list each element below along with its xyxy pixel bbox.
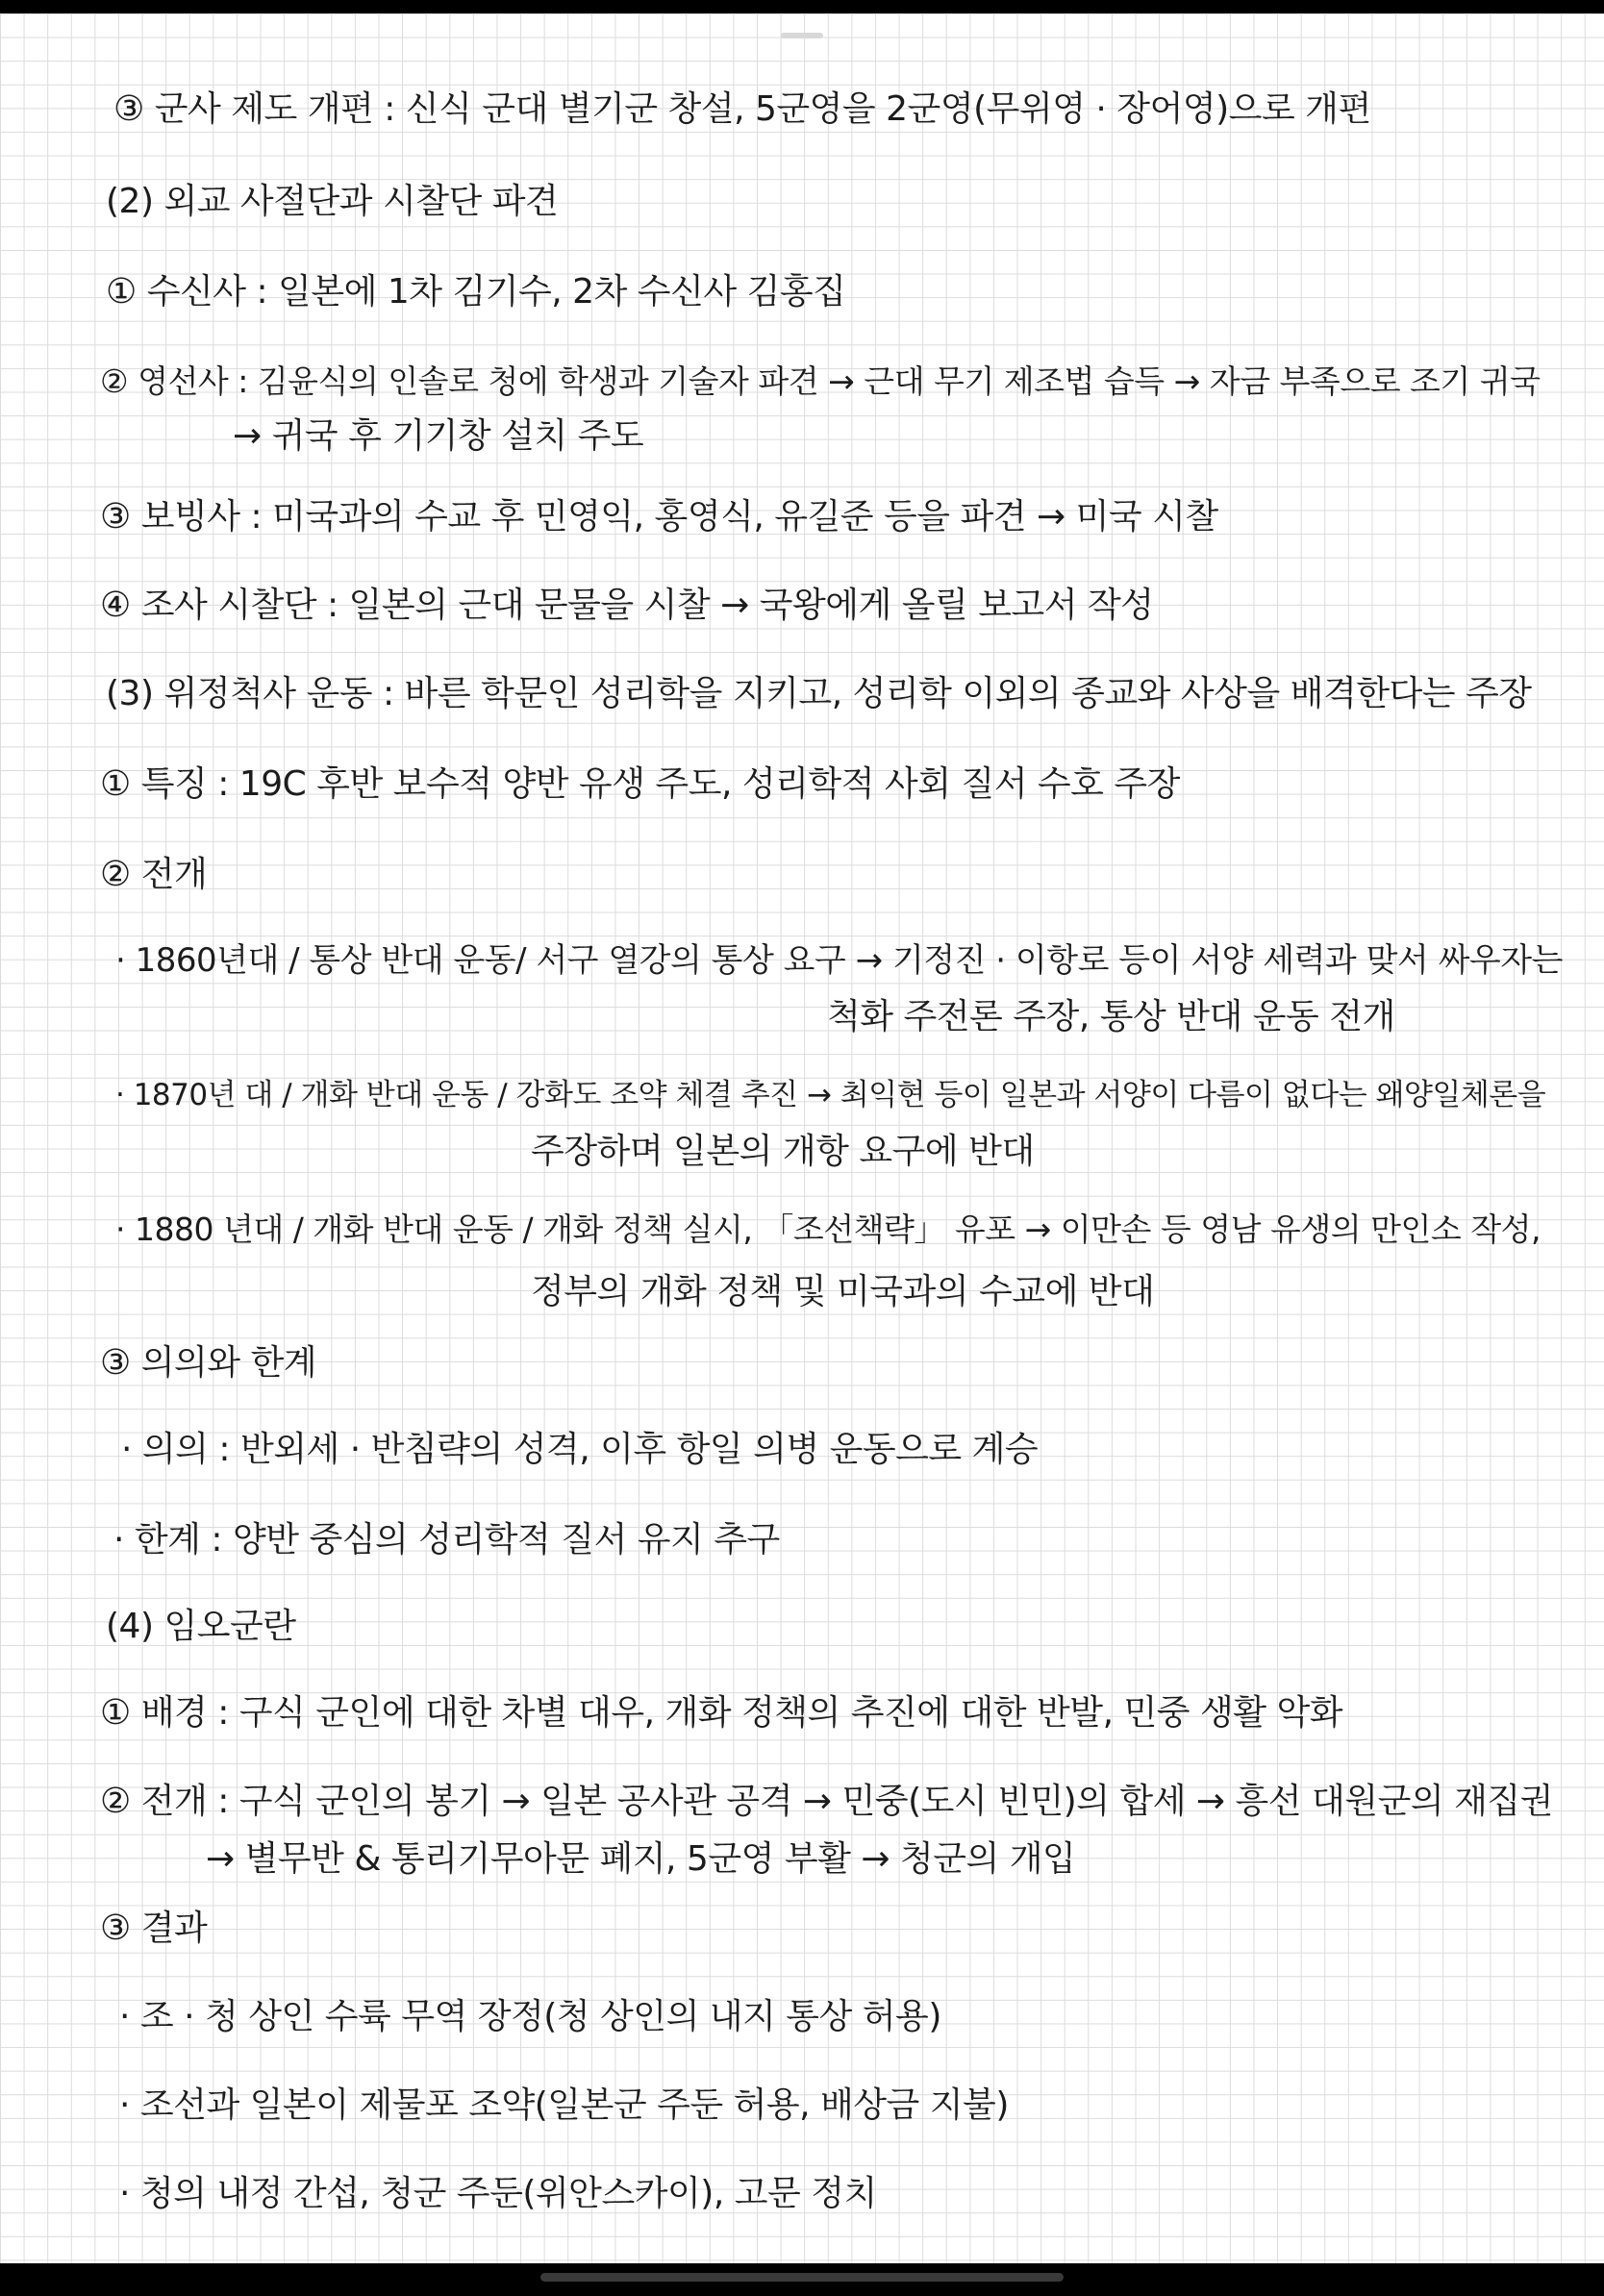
note-line: · 1860년대 / 통상 반대 운동/ 서구 열강의 통상 요구 → 기정진 · 이항로 등이 서양 세력과 맞서 싸우자는 (115, 941, 1563, 980)
note-line: ① 특징 : 19C 후반 보수적 양반 유생 주도, 성리학적 사회 질서 수호 주장 (100, 764, 1180, 804)
note-line: · 청의 내정 간섭, 청군 주둔(위안스카이), 고문 정치 (119, 2174, 877, 2213)
note-line: → 별무반 & 통리기무아문 폐지, 5군영 부활 → 청군의 개입 (206, 1839, 1076, 1879)
note-line: ④ 조사 시찰단 : 일본의 근대 문물을 시찰 → 국왕에게 올릴 보고서 작성 (100, 586, 1154, 625)
note-line: ③ 의의와 한계 (100, 1343, 317, 1383)
note-line: 척화 주전론 주장, 통상 반대 운동 전개 (827, 997, 1395, 1036)
note-line: ① 수신사 : 일본에 1차 김기수, 2차 수신사 김홍집 (106, 272, 846, 312)
section-heading: (4) 임오군란 (106, 1607, 296, 1646)
section-heading: (3) 위정척사 운동 : 바른 학문인 성리학을 지키고, 성리학 이외의 종교와 사상을 배격한다는 주장 (106, 674, 1532, 713)
note-line: · 1870년 대 / 개화 반대 운동 / 강화도 조약 체결 추진 → 최익현 등이 일본과 서양이 다름이 없다는 왜양일체론을 (115, 1078, 1546, 1112)
note-line: ② 영선사 : 김윤식의 인솔로 청에 학생과 기술자 파견 → 근대 무기 제조법 습득 → 자금 부족으로 조기 귀국 (100, 362, 1541, 400)
section-heading: (2) 외교 사절단과 시찰단 파견 (106, 182, 559, 221)
note-line: · 1880 년대 / 개화 반대 운동 / 개화 정책 실시, 「조선책략」 유포 → 이만손 등 영남 유생의 만인소 작성, (115, 1210, 1541, 1248)
note-line: 정부의 개화 정책 및 미국과의 수교에 반대 (531, 1272, 1155, 1311)
note-line: ③ 보빙사 : 미국과의 수교 후 민영익, 홍영식, 유길준 등을 파견 → 미국 시찰 (100, 497, 1218, 537)
note-line: ② 전개 (100, 855, 208, 894)
note-line: · 조선과 일본이 제물포 조약(일본군 주둔 허용, 배상금 지불) (119, 2085, 1009, 2125)
note-page (0, 13, 1604, 2263)
note-line: ① 배경 : 구식 군인에 대한 차별 대우, 개화 정책의 추진에 대한 반발, 민중 생활 악화 (100, 1693, 1342, 1733)
home-indicator[interactable] (540, 2273, 1064, 2282)
note-line: · 조 · 청 상인 수륙 무역 장정(청 상인의 내지 통상 허용) (119, 1997, 941, 2036)
note-line: ③ 결과 (100, 1909, 208, 1948)
note-line: · 의의 : 반외세 · 반침략의 성격, 이후 항일 의병 운동으로 계승 (121, 1430, 1039, 1469)
note-line: ③ 군사 제도 개편 : 신식 군대 별기군 창설, 5군영을 2군영(무위영 · 장어영)으로 개편 (113, 89, 1371, 129)
note-line: ② 전개 : 구식 군인의 봉기 → 일본 공사관 공격 → 민중(도시 빈민)의 합세 → 흥선 대원군의 재집권 (100, 1782, 1553, 1821)
note-line: · 한계 : 양반 중심의 성리학적 질서 유지 추구 (113, 1520, 780, 1560)
multitasking-handle[interactable] (781, 33, 823, 38)
note-line: → 귀국 후 기기창 설치 주도 (233, 416, 644, 456)
note-line: 주장하며 일본의 개항 요구에 반대 (531, 1132, 1035, 1171)
